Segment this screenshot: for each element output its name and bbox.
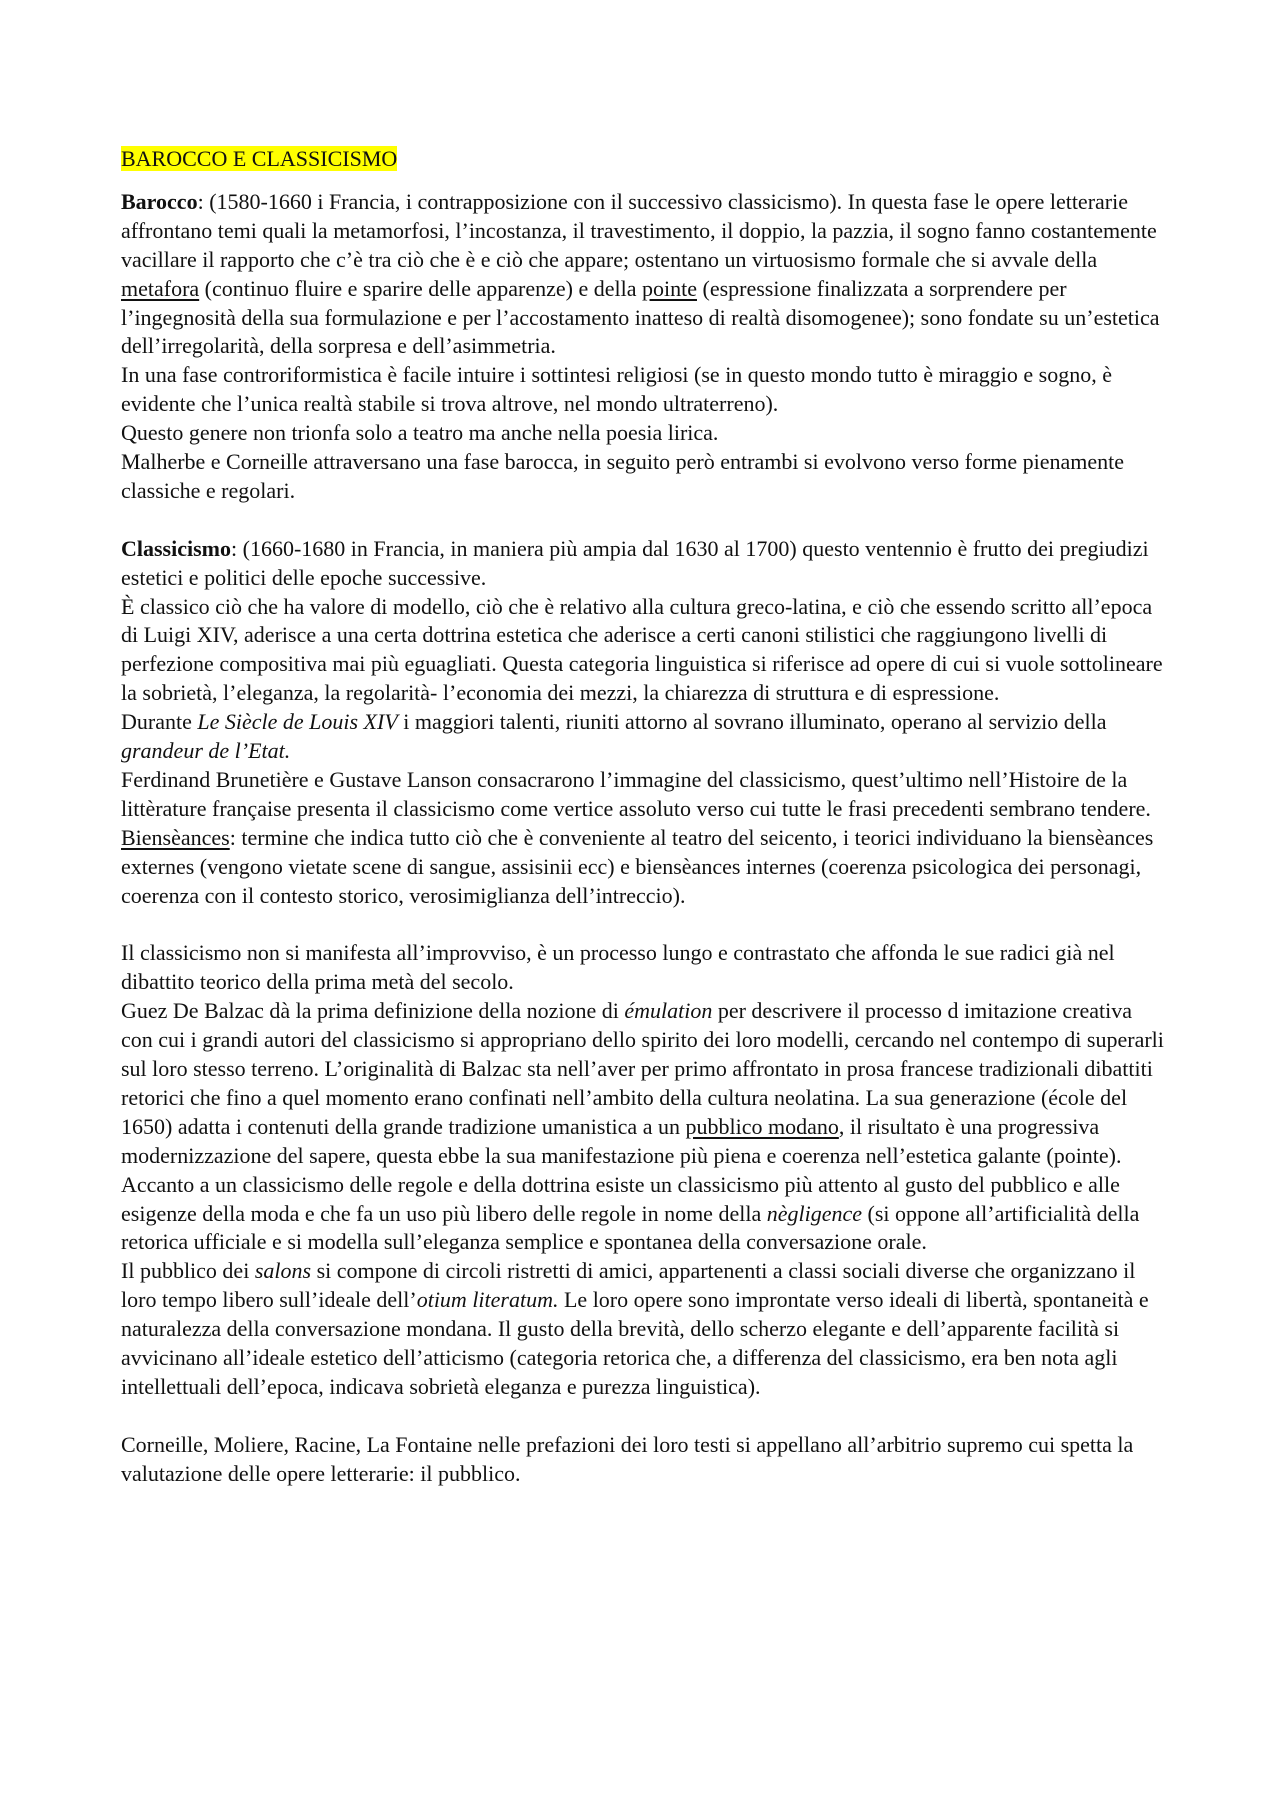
grandeur-phrase: grandeur de l’Etat.	[121, 738, 291, 764]
barocco-paragraph-3: Questo genere non trionfa solo a teatro ma anche nella poesia lirica.	[121, 420, 719, 446]
paragraph-gap	[121, 1402, 1166, 1431]
classicismo-paragraph-2: È classico ciò che ha valore di modello, ciò che è relativo alla cultura greco-latina, e ciò che essendo scritto all’epoca di Luigi XIV, aderisce a una certa dottrina estetica che aderisce a certi canoni stilistici che raggiungono livelli di perfezione compositiva mai più eguagliati. Questa categoria linguistica si riferisce ad opere di cui si vuole sottolineare la sobrietà, l’eleganza, la regolarità- l’economia dei mezzi, la chiarezza di struttura e di espressione.	[121, 593, 1163, 706]
negligence-term: nègligence	[766, 1200, 862, 1226]
text-span: (continuo fluire e sparire delle apparenze) e della	[199, 275, 642, 301]
classicismo-term: Classicismo	[121, 535, 231, 561]
processo-paragraph-2	[121, 997, 1166, 1170]
pointe-term: pointe	[642, 275, 697, 301]
processo-paragraph-4	[121, 1257, 1166, 1402]
text-span: : (1580-1660 i Francia, i contrapposizione con il successivo classicismo). In questa fase le opere letterarie affrontano temi quali la metamorfosi, l’incostanza, il travestimento, il doppio, la pazzia, il sogno fanno costantemente vacillare il rapporto che c’è tra ciò che è e ciò che appare; ostentano un virtuosismo formale che si avvale della	[121, 188, 1157, 272]
text-span: : (1660-1680 in Francia, in maniera più ampia dal 1630 al 1700) questo ventennio è frutto dei pregiudizi estetici e politici delle epoche successive.	[121, 535, 1149, 590]
text-span: : termine che indica tutto ciò che è conveniente al teatro del seicento, i teorici individuano la biensèances externes (vengono vietate scene di sangue, assisinii ecc) e biensèances internes (coerenza psicologica dei personagi, coerenza con il contesto storico, verosimiglianza dell’intreccio).	[121, 824, 1154, 908]
barocco-paragraph-2: In una fase controriformistica è facile intuire i sottintesi religiosi (se in questo mondo tutto è miraggio e sogno, è evidente che l’unica realtà stabile si trova altrove, nel mondo ultraterreno).	[121, 362, 1112, 417]
text-span: per descrivere il processo d imitazione creativa con cui i grandi autori del classicismo si appropriano dello spirito dei loro modelli, cercando nel contempo di superarli sul loro stesso terreno. L’originalità di Balzac sta nell’aver per primo affrontato in prosa francese tradizionali dibattiti retorici che fino a quel momento erano confinati nell’ambito della cultura neolatina. La sua generazione (école del 1650) adatta i contenuti della grande tradizione umanistica a un	[121, 998, 1164, 1139]
text-span: Ferdinand Brunetière e Gustave Lanson consacrarono l’immagine del classicismo, quest’ultimo nell’Histoire de la littèrature française presenta il classicismo come vertice assoluto verso cui tutte le frasi precedenti sembrano tendere.	[121, 767, 1151, 821]
page-title: BAROCCO E CLASSICISMO	[121, 146, 398, 171]
processo-paragraph-1: Il classicismo non si manifesta all’improvviso, è un processo lungo e contrastato che affonda le sue radici già nel dibattito teorico della prima metà del secolo.	[121, 940, 1115, 995]
document-body	[121, 145, 1166, 1489]
barocco-paragraph-1	[121, 188, 1166, 361]
text-span: Accanto a un classicismo delle regole e della dottrina esiste un classicismo più attento al gusto del pubblico e alle esigenze della moda e che fa un uso più libero delle regole in nome della	[121, 1171, 1120, 1226]
siecle-title: Le Siècle de Louis XIV	[197, 709, 398, 735]
conclusion-paragraph: Corneille, Moliere, Racine, La Fontaine nelle prefazioni dei loro testi si appellano all’arbitrio supremo cui spetta la valutazione delle opere letterarie: il pubblico.	[121, 1431, 1134, 1486]
text-span: , il risultato è una progressiva modernizzazione del sapere, questa ebbe la sua manifestazione più piena e coerenza nell’estetica galante (pointe).	[121, 1113, 1122, 1168]
title-block	[121, 145, 1166, 174]
text-span: (si oppone all’artificialità della retorica ufficiale e si modella sull’eleganza semplice e spontanea della conversazione orale.	[121, 1200, 1140, 1255]
metafora-term: metafora	[121, 275, 200, 301]
processo-paragraph-3	[121, 1171, 1166, 1258]
text-span: Guez De Balzac dà la prima definizione della nozione di	[121, 998, 625, 1024]
text-span: Il pubblico dei	[121, 1258, 255, 1284]
salons-term: salons	[254, 1258, 312, 1284]
classicismo-paragraph-3	[121, 708, 1166, 766]
otium-term: otium literatum.	[416, 1287, 559, 1313]
barocco-term: Barocco	[121, 188, 198, 214]
paragraph-gap	[121, 506, 1166, 535]
text-span: i maggiori talenti, riuniti attorno al sovrano illuminato, operano al servizio della	[397, 709, 1107, 735]
text-span: (espressione finalizzata a sorprendere per l’ingegnosità della sua formulazione e per l’accostamento inatteso di realtà disomogenee); sono fondate su un’estetica dell’irregolarità, della sorpresa e dell’asimmetria.	[121, 275, 1160, 359]
text-span: Durante	[121, 709, 198, 735]
classicismo-paragraph-4	[121, 766, 1166, 911]
text-span: si compone di circoli ristretti di amici, appartenenti a classi sociali diverse che organizzano il loro tempo libero sull’ideale dell’	[121, 1258, 1136, 1313]
bienseances-term: Biensèances	[121, 824, 230, 850]
emulation-term: émulation	[624, 998, 713, 1024]
pubblico-modano-term: pubblico modano	[685, 1113, 839, 1139]
classicismo-paragraph-1	[121, 535, 1166, 593]
barocco-paragraph-4: Malherbe e Corneille attraversano una fase barocca, in seguito però entrambi si evolvono verso forme pienamente classiche e regolari.	[121, 449, 1125, 503]
text-span: Le loro opere sono improntate verso ideali di libertà, spontaneità e naturalezza della conversazione mondana. Il gusto della brevità, dello scherzo elegante e dell’apparente facilità si avvicinano all’ideale estetico dell’atticismo (categoria retorica che, a differenza del classicismo, era ben nota agli intellettuali dell’epoca, indicava sobrietà eleganza e purezza linguistica).	[121, 1287, 1149, 1400]
paragraph-gap	[121, 911, 1166, 940]
